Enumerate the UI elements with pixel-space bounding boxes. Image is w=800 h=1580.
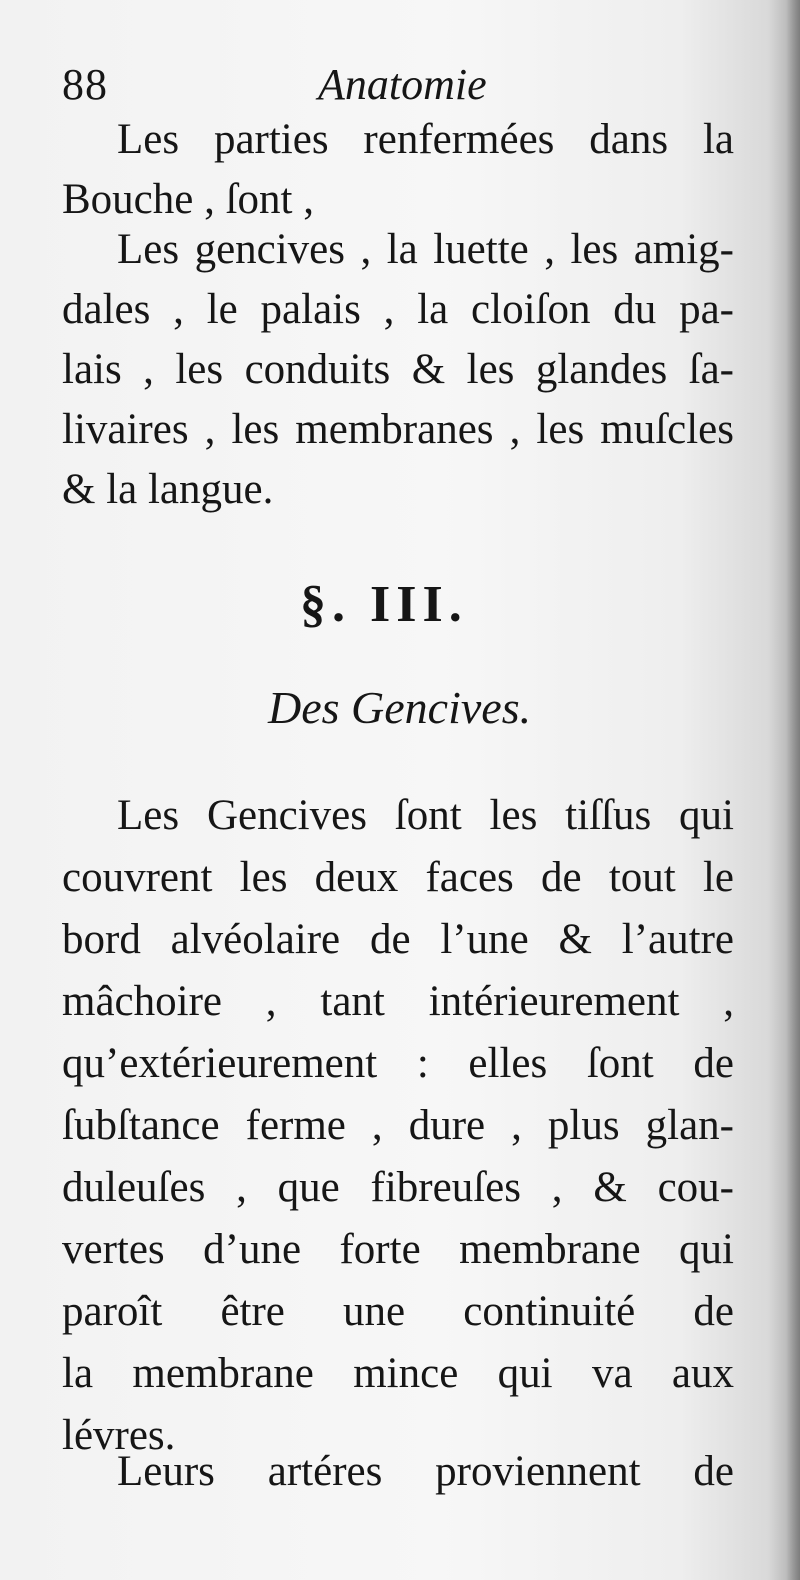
text-line: Les parties renfermées dans la xyxy=(117,116,734,163)
text-line: ſubſtance ferme , dure , plus glan- xyxy=(62,1102,734,1149)
text-line: Leurs artéres proviennent de xyxy=(117,1448,734,1495)
paragraph-arteres xyxy=(62,1442,734,1502)
section-title: Des Gencives. xyxy=(268,682,532,733)
text-line: bord alvéolaire de l’une & l’autre xyxy=(62,916,734,963)
text-line: Bouche , ſont , xyxy=(62,176,314,223)
paragraph-parts-list xyxy=(62,220,734,520)
paragraph-bouche-contents xyxy=(62,110,734,230)
running-head xyxy=(62,60,732,110)
text-line: duleuſes , que fibreuſes , & cou- xyxy=(62,1164,734,1211)
text-line: Les gencives , la luette , les amig- xyxy=(117,226,734,273)
paragraph-gencives xyxy=(62,785,734,1467)
text-line: & la langue. xyxy=(62,466,274,513)
page-edge-shadow xyxy=(786,0,800,1580)
text-line: lais , les conduits & les glandes ſa- xyxy=(62,346,734,393)
text-line: couvrent les deux faces de tout le xyxy=(62,854,734,901)
text-line: dales , le palais , la cloiſon du pa- xyxy=(62,286,734,333)
page-number: 88 xyxy=(62,60,108,109)
text-line: paroît être une continuité de xyxy=(62,1288,734,1335)
section-number: §. III. xyxy=(300,576,468,633)
text-line: mâchoire , tant intérieurement , xyxy=(62,978,734,1025)
text-line: livaires , les membranes , les muſcles xyxy=(62,406,734,453)
text-line: vertes d’une forte membrane qui xyxy=(62,1226,734,1273)
text-line: qu’extérieurement : elles ſont de xyxy=(62,1040,734,1087)
text-line: Les Gencives ſont les tiſſus qui xyxy=(117,792,734,839)
running-title: Anatomie xyxy=(318,60,487,109)
text-line: la membrane mince qui va aux xyxy=(62,1350,734,1397)
text-line: lévres. xyxy=(62,1412,176,1459)
